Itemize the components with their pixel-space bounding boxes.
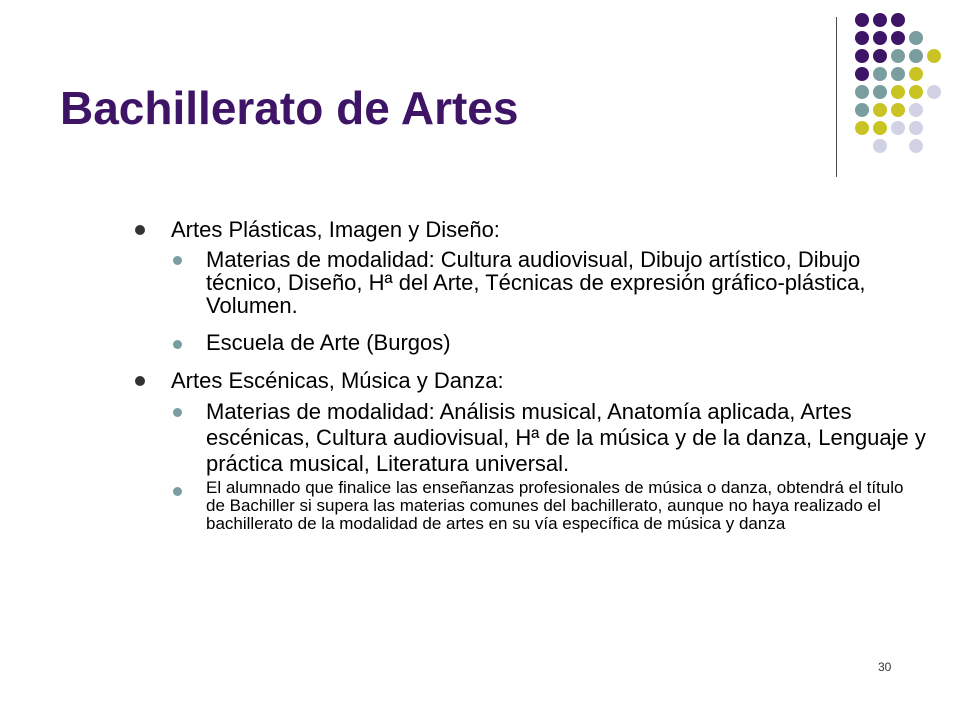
bullet-level2-icon: [173, 487, 182, 496]
slide-title: Bachillerato de Artes: [60, 82, 519, 134]
bullet-artes-plasticas: Artes Plásticas, Imagen y Diseño:: [171, 217, 500, 242]
bullet-level1-icon: [135, 376, 145, 386]
bullet-level2-icon: [173, 340, 182, 349]
sub-bullet-materias-escenicas: Materias de modalidad: Análisis musical, Anatomía aplicada, Artes escénicas, Cultura audiovisual, Hª de la música y de la danza, Lenguaje y práctica musical, Literatura universal.: [206, 399, 926, 476]
sub-bullet-alumnado: El alumnado que finalice las enseñanzas profesionales de música o danza, obtendrá el título de Bachiller si supera las materias comunes del bachillerato, aunque no haya realizado el bachillerato de la modalidad de artes en su vía específica de música y danza: [206, 478, 904, 533]
bullet-level2-icon: [173, 256, 182, 265]
page-number: 30: [878, 660, 892, 674]
sub-bullet-materias-plasticas: Materias de modalidad: Cultura audiovisual, Dibujo artístico, Dibujo técnico, Diseño, Hª del Arte, Técnicas de expresión gráfico-plástica, Volumen.: [206, 247, 866, 318]
bullet-level2-icon: [173, 408, 182, 417]
bullet-level1-icon: [135, 225, 145, 235]
sub-bullet-escuela-arte: Escuela de Arte (Burgos): [206, 330, 451, 355]
bullet-artes-escenicas: Artes Escénicas, Música y Danza:: [171, 368, 504, 393]
